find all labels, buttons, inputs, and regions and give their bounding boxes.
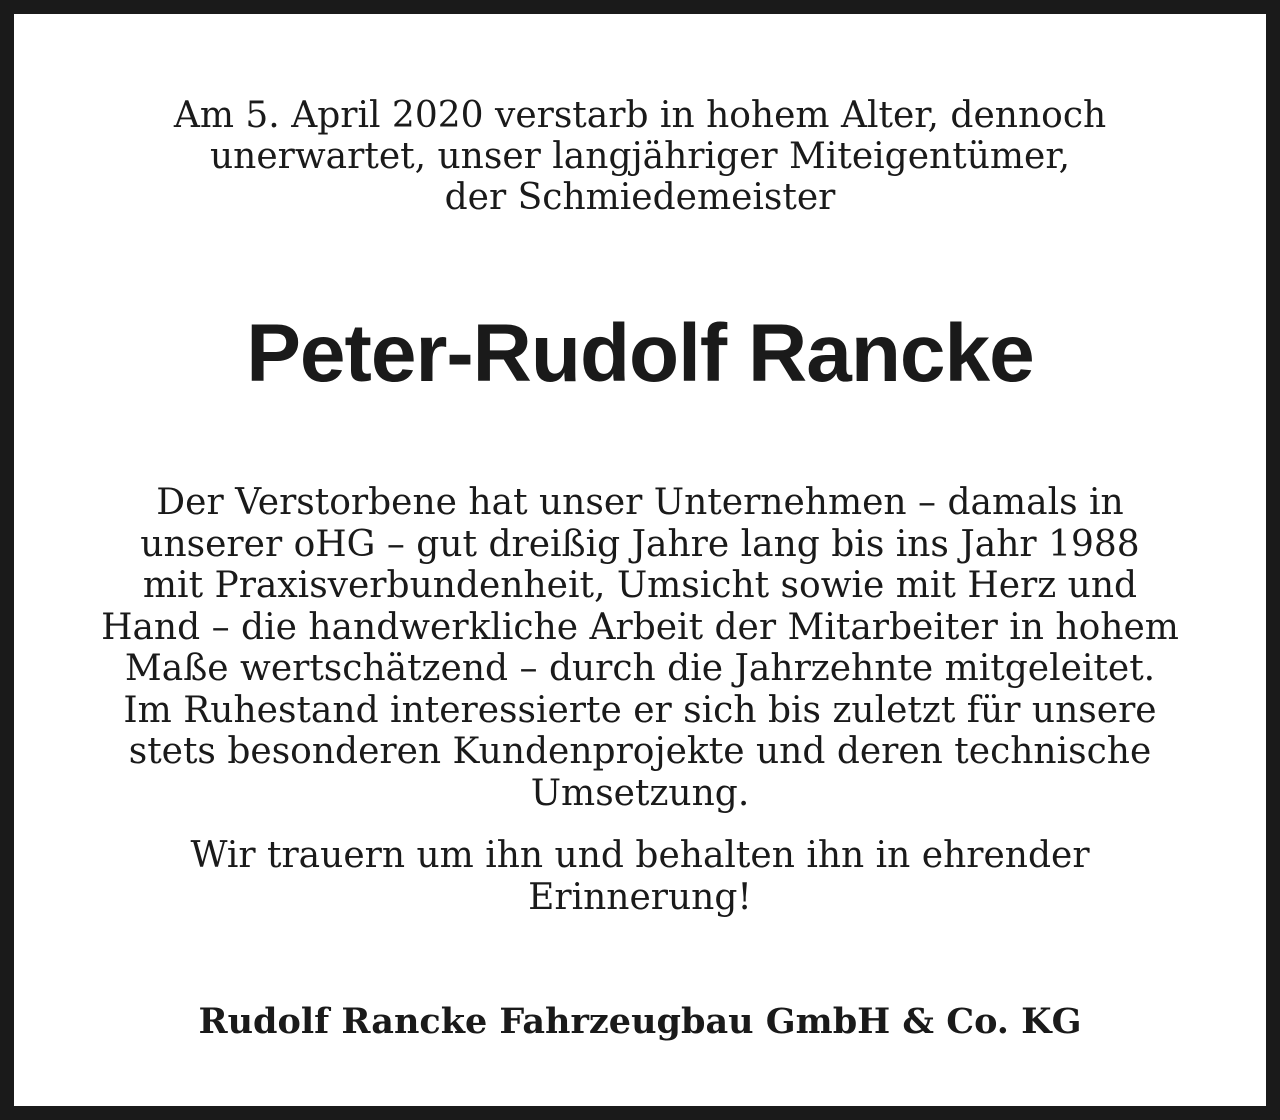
intro-line: der Schmiedemeister bbox=[444, 177, 836, 218]
tribute-line: Maße wertschätzend – durch die Jahrzehnte mitgeleitet. bbox=[124, 648, 1156, 689]
closing-line: Wir trauern um ihn und behalten ihn in ehrender bbox=[190, 835, 1090, 876]
tribute-line: Hand – die handwerkliche Arbeit der Mitarbeiter in hohem bbox=[101, 606, 1179, 648]
intro-line: unerwartet, unser langjähriger Miteigentümer, bbox=[209, 136, 1071, 177]
tribute-text bbox=[74, 482, 1206, 814]
intro-line: Am 5. April 2020 verstarb in hohem Alter, dennoch bbox=[173, 95, 1107, 136]
closing-text bbox=[74, 835, 1206, 918]
company-signature: Rudolf Rancke Fahrzeugbau GmbH & Co. KG bbox=[198, 1001, 1082, 1042]
intro-text bbox=[74, 95, 1206, 218]
deceased-name: Peter-Rudolf Rancke bbox=[246, 308, 1034, 399]
tribute-line: Der Verstorbene hat unser Unternehmen – damals in bbox=[156, 482, 1124, 523]
closing-line: Erinnerung! bbox=[528, 876, 752, 918]
tribute-line: mit Praxisverbundenheit, Umsicht sowie mit Herz und bbox=[142, 565, 1138, 606]
tribute-line: stets besonderen Kundenprojekte und deren technische bbox=[128, 731, 1152, 772]
tribute-line: Umsetzung. bbox=[530, 772, 750, 814]
tribute-line: unserer oHG – gut dreißig Jahre lang bis ins Jahr 1988 bbox=[140, 523, 1140, 565]
tribute-line: Im Ruhestand interessierte er sich bis zuletzt für unsere bbox=[123, 689, 1157, 731]
